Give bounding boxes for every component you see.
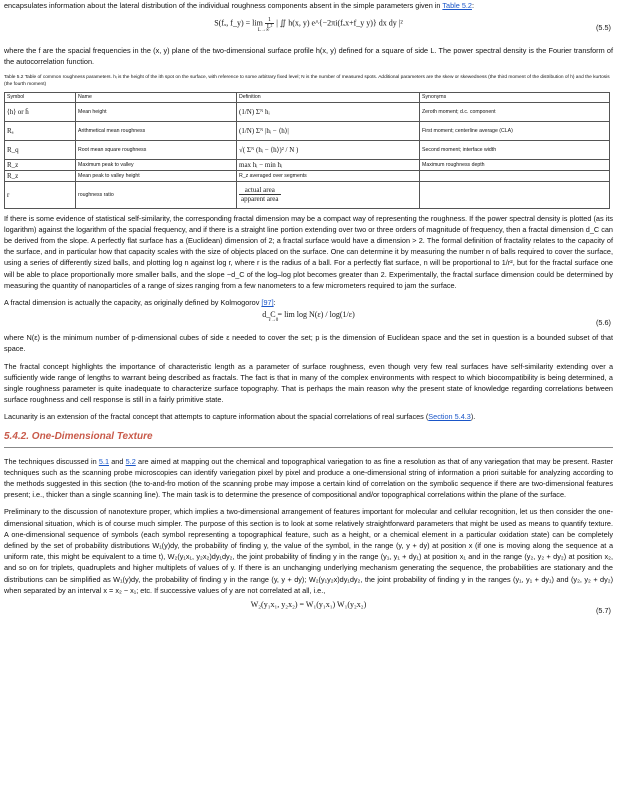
section-heading: 5.4.2. One-Dimensional Texture: [4, 430, 153, 442]
section-5-2-link[interactable]: 5.2: [125, 456, 136, 466]
table-5-2-link[interactable]: Table 5.2: [442, 1, 472, 10]
table-row: R_z Mean peak to valley height R_z averaged over segments: [5, 170, 610, 181]
paragraph-kolmogorov: A fractal dimension is actually the capacity, as originally defined by Kolmogorov [97]:: [4, 298, 276, 308]
table-row: R_q Root mean square roughness √( Σᴺ (hᵢ − ⟨h⟩)² / N ) Second moment; interface width: [5, 140, 610, 159]
equation-number: (5.7): [595, 606, 611, 616]
equation-number: (5.6): [595, 318, 611, 328]
section-5-1-link[interactable]: 5.1: [98, 456, 110, 466]
paragraph-spatial-frequencies: where the f are the spacial frequencies in the (x, y) plane of the two-dimensional surface profile h(x, y) defined for a square of side L. The power spectral density is the Fourier transform of the autocorrelation function.: [4, 46, 613, 67]
paragraph-capacity-definition: where N(ε) is the minimum number of p-dimensional cubes of side ε needed to cover the set; p is the dimension of Euclidean space and the set in question is a bounded subset of that space.: [4, 333, 613, 354]
roughness-ratio-fraction: $\frac{\text{actual area}}{\text{apparent area}}$: [241, 186, 279, 204]
paragraph-techniques: The techniques discussed in 5.1 and 5.2 are aimed at mapping out the chemical and topographical variegation to as fine a resolution as that of any variegation that may be present. Raster techniques such as the scanning probe microscopies can identify variegation pixel by pixel and produce a one-dimensional string of information a priori suitable for analyzing according to the methods suggested in this section (the to-and-fro motion of the scanning probe may impose a certain kind of correlation on the symbolic sequence if there are two-dimensional features present; i.e., thicker than a single scanning line). The main task is to determine the presence of compositional and/or topographical correlations within the plane of the surface.: [4, 456, 614, 500]
section-divider: [4, 447, 613, 448]
equation-5-7: W₂(y₁x₁, y₂x₂) = W₁(y₁x₁) W₁(y₂x₂) (5.7): [250, 600, 611, 616]
document-page: [4, 0, 613, 618]
paragraph-one-dimensional-sequence: Preliminary to the discussion of nanotexture proper, which implies a two-dimensional arrangement of features important for molecular and cellular recognition, let us then consider the one-dimensional situation, which is of course much simpler. The purpose of this section is to look at some relatively straightforward parameters that might be used as means to quantify texture. A one-dimensional sequence of symbols (each symbol representing a topographical feature, such as a height, or a chemical element in a particular oxidation state) can be completely defined by the set of probability distributions W₁(y)dy, the probability of finding y, the value of the symbol, in the range (y, y + dy) at position x (if one is moving along the sequence at a uniform rate, this might be equivalent to a time t), W₂(y₁x₁, y₂x₂)dy₁dy₂, the joint probability of finding y in the range (y₁, y₁ + dy₁) at position x₁ and in the range (y₂, y₂ + dy₂) at position x₂, and so on for triplets, quadruplets and higher multiplets of values of y. If there is an unchanging underlying mechanism generating the sequence, the probabilities are stationary and the distributions can be simplified as W₁(y)dy, the probability of finding y in the range (y, y + dy); W₂(y₁y₂x)dy₁dy₂, the joint probability of finding y in the ranges (y₁, y₁ + dy₁) and (y₂, y₂ + dy₂) when separated by an interval x = x₂ − x₁; etc. If successive values of y are not correlated at all, i.e.,: [4, 507, 613, 595]
paragraph-fractal-dimension: If there is some evidence of statistical self-similarity, the corresponding fractal dimension may be a compact way of representing the roughness. If the power spectral density is plotted (as its logarithm) against the logarithm of the spacial frequency, and if there is a straight line portion extending over two or three orders of magnitude of frequency, then a fractal dimension d_C can be derived from the slope. A perfectly flat surface has a (Euclidean) dimension of 2; a fractal surface would have a dimension > 2. The formal definition of fractality relates to the capacity of the surface, and in particular how that capacity scales with the size of objects placed on the surface. One can determine it by measuring the number n of balls required to cover the surface, using a series of differently sized balls, and plotting log n against log r, where r is the radius of a ball. For a perfectly flat surface, n will be proportional to 1/r², but for the fractal surface one will be able to place proportionally more smaller balls, and the slope −d_C of the log–log plot becomes greater than 2. Experimentally, the fractal surface dimension could be determined by measuring the quantity of nanoparticles of a range of sizes ranging from a few nanometers to a few micrometers required to jam the surface.: [4, 213, 613, 290]
equation-5-6: d_C = lim log N(ε) / log(1/ε) ε→0 (5.6): [262, 310, 611, 328]
table-row: Rₐ Arithmetical mean roughness (1/N) Σᴺ |hᵢ − ⟨h⟩| First moment; centerline average (CLA): [5, 121, 610, 140]
table-header-row: [5, 92, 610, 102]
table-row: ⟨h⟩ or h̄ Mean height (1/N) Σᴺ hᵢ Zeroth moment; d.c. component: [5, 102, 610, 121]
equation-5-5: S(fₓ, f_y) = lim $\frac{1}{\text{L²}}$ | ∬ h(x, y) e^{−2πi(fₓx+f_y y)} dx dy |² L→∞ (5.5): [214, 17, 611, 34]
table-row: r roughness ratio $\frac{\text{actual area}}{\text{apparent area}}$: [5, 181, 610, 208]
paragraph-characteristic-length: The fractal concept highlights the importance of characteristic length as a parameter of surface roughness, even though very few real surfaces have self-similarity extending over a sufficiently wide range of lengths to warrant being described as fractals. The fact is that in many of the complex environments with respect to which biocompatibility is being determined, a single roughness parameter is quite inadequate to characterize surface topography. That is perhaps the main reason why the present state of knowledge regarding correlations between surface roughness and cell response is still in a fairly primitive state.: [4, 361, 613, 405]
roughness-parameters-table: [4, 92, 610, 209]
header-definition: Definition: [237, 92, 420, 102]
header-symbol: Symbol: [5, 92, 76, 102]
table-caption: Table 5.2 Table of common roughness parameters. hᵢ is the height of the ith spot on the surface, with reference to some arbitrary fixed level; N is the number of measured spots. Additional parameters are the skew or skewedness (the third moment of the distribution of h) and the kurtosis (the fourth moment): [4, 74, 610, 87]
section-5-4-3-link[interactable]: Section 5.4.3: [428, 412, 471, 422]
paragraph-lacunarity: Lacunarity is an extension of the fractal concept that attempts to capture information about the spacial correlations of real surfaces (Section 5.4.3).: [4, 412, 476, 422]
reference-97-link[interactable]: [97]: [261, 298, 274, 308]
equation-number: (5.5): [595, 23, 611, 33]
table-row: R_z Maximum peak to valley max hᵢ − min hᵢ Maximum roughness depth: [5, 159, 610, 170]
intro-paragraph: encapsulates information about the lateral distribution of the individual roughness components absent in the simple parameters given in Table 5.2:: [4, 1, 475, 10]
header-name: Name: [76, 92, 237, 102]
header-synonyms: Synonyms: [420, 92, 610, 102]
